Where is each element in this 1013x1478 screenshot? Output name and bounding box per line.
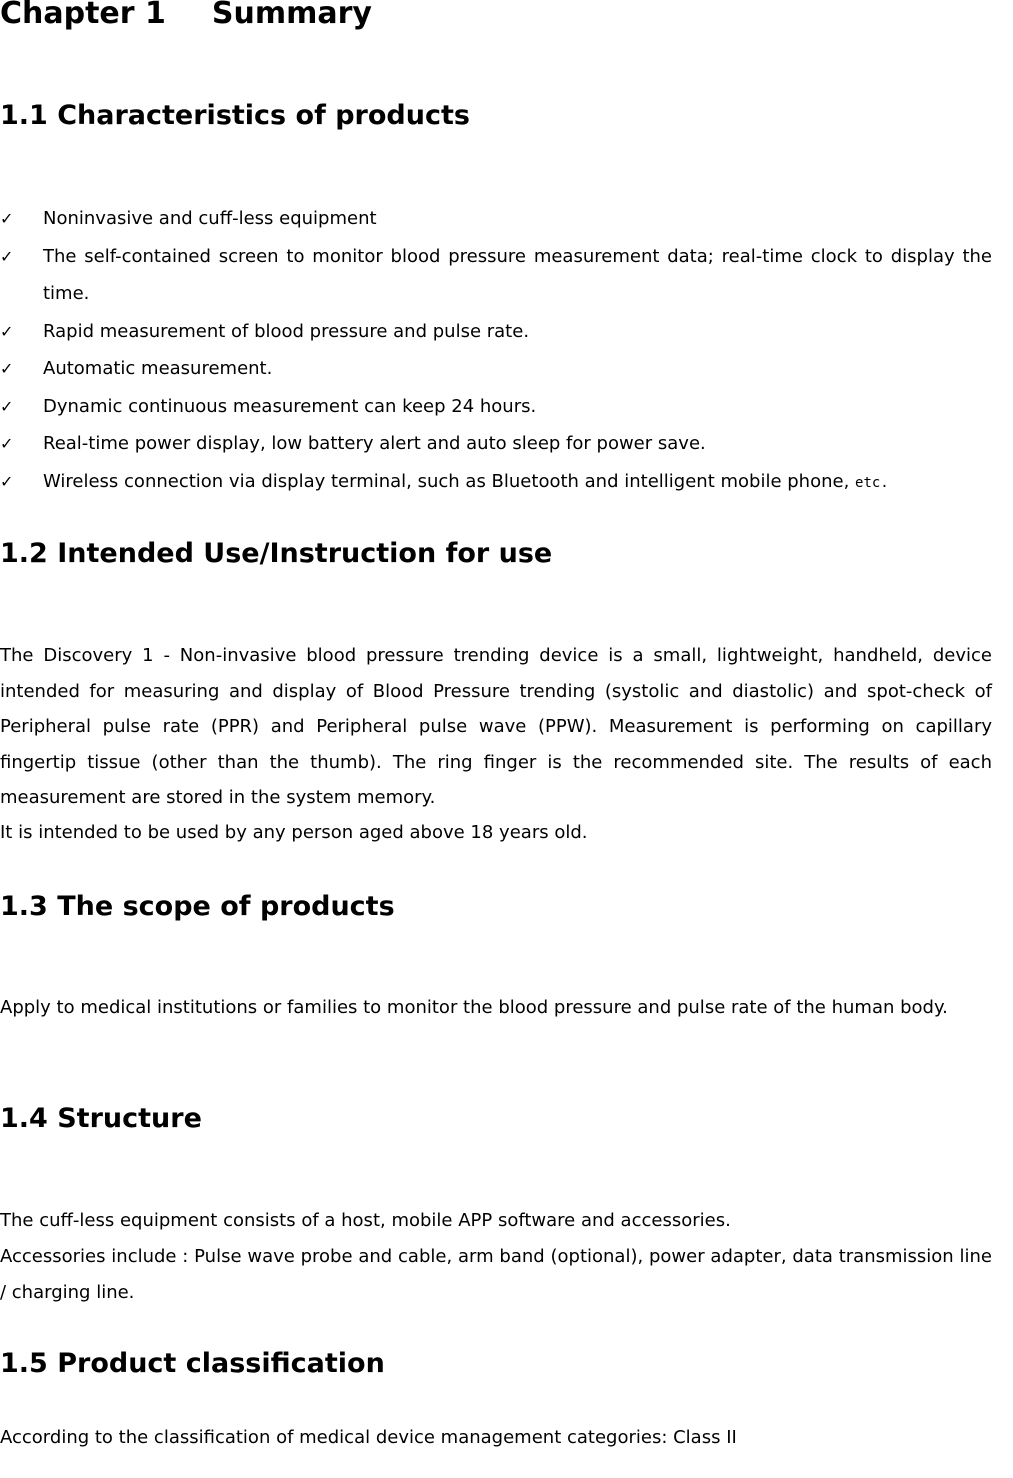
list-item [0, 238, 992, 313]
chapter-number: Chapter 1 [0, 0, 166, 31]
check-icon: ✓ [0, 321, 14, 341]
list-item [0, 200, 992, 238]
list-item-text: Rapid measurement of blood pressure and pulse rate. [43, 320, 530, 342]
check-icon: ✓ [0, 471, 14, 491]
list-item-text: Dynamic continuous measurement can keep 24 hours. [43, 395, 537, 417]
list-item-text: Wireless connection via display terminal, such as Bluetooth and intelligent mobile phone, [43, 470, 856, 492]
list-item [0, 425, 992, 463]
scope-paragraph: Apply to medical institutions or families to monitor the blood pressure and pulse rate of the human body. [0, 997, 948, 1018]
list-item-text: The self-contained screen to monitor blood pressure measurement data; real-time clock to display the time. [43, 245, 992, 304]
section-heading-classification: 1.5 Product classification [0, 1348, 385, 1379]
list-item-text: Noninvasive and cuff-less equipment [43, 208, 377, 229]
structure-accessories-paragraph: Accessories include : Pulse wave probe and cable, arm band (optional), power adapter, data transmission line / charging line. [0, 1246, 992, 1303]
list-item [0, 388, 992, 426]
list-item [0, 313, 992, 351]
list-item-suffix: etc. [855, 474, 889, 491]
intended-use-paragraph: The Discovery 1 - Non-invasive blood pressure trending device is a small, lightweight, handheld, device intended for measuring and display of Blood Pressure trending (systolic and diastolic) and spot-check of Peripheral pulse rate (PPR) and Peripheral pulse wave (PPW). Measurement is performing on capillary fingertip tissue (other than the thumb). The ring finger is the recommended site. The results of each measurement are stored in the system memory. [0, 645, 992, 809]
intended-use-age-line: It is intended to be used by any person aged above 18 years old. [0, 822, 588, 843]
classification-paragraph: According to the classification of medical device management categories: Class II [0, 1427, 737, 1448]
list-item-text: Real-time power display, low battery alert and auto sleep for power save. [43, 433, 706, 454]
section-heading-structure: 1.4 Structure [0, 1103, 202, 1134]
characteristics-list [0, 200, 992, 502]
section-heading-scope: 1.3 The scope of products [0, 891, 395, 922]
section-heading-intended-use: 1.2 Intended Use/Instruction for use [0, 538, 553, 569]
check-icon: ✓ [0, 359, 14, 378]
check-icon: ✓ [0, 246, 14, 266]
chapter-title [0, 0, 372, 34]
list-item [0, 463, 992, 503]
section-heading-characteristics: 1.1 Characteristics of products [0, 100, 470, 131]
chapter-name: Summary [211, 0, 372, 31]
check-icon: ✓ [0, 434, 14, 453]
list-item-text: Automatic measurement. [43, 358, 273, 379]
list-item [0, 350, 992, 388]
structure-line: The cuff-less equipment consists of a host, mobile APP software and accessories. [0, 1210, 731, 1231]
check-icon: ✓ [0, 396, 14, 416]
check-icon: ✓ [0, 209, 14, 228]
